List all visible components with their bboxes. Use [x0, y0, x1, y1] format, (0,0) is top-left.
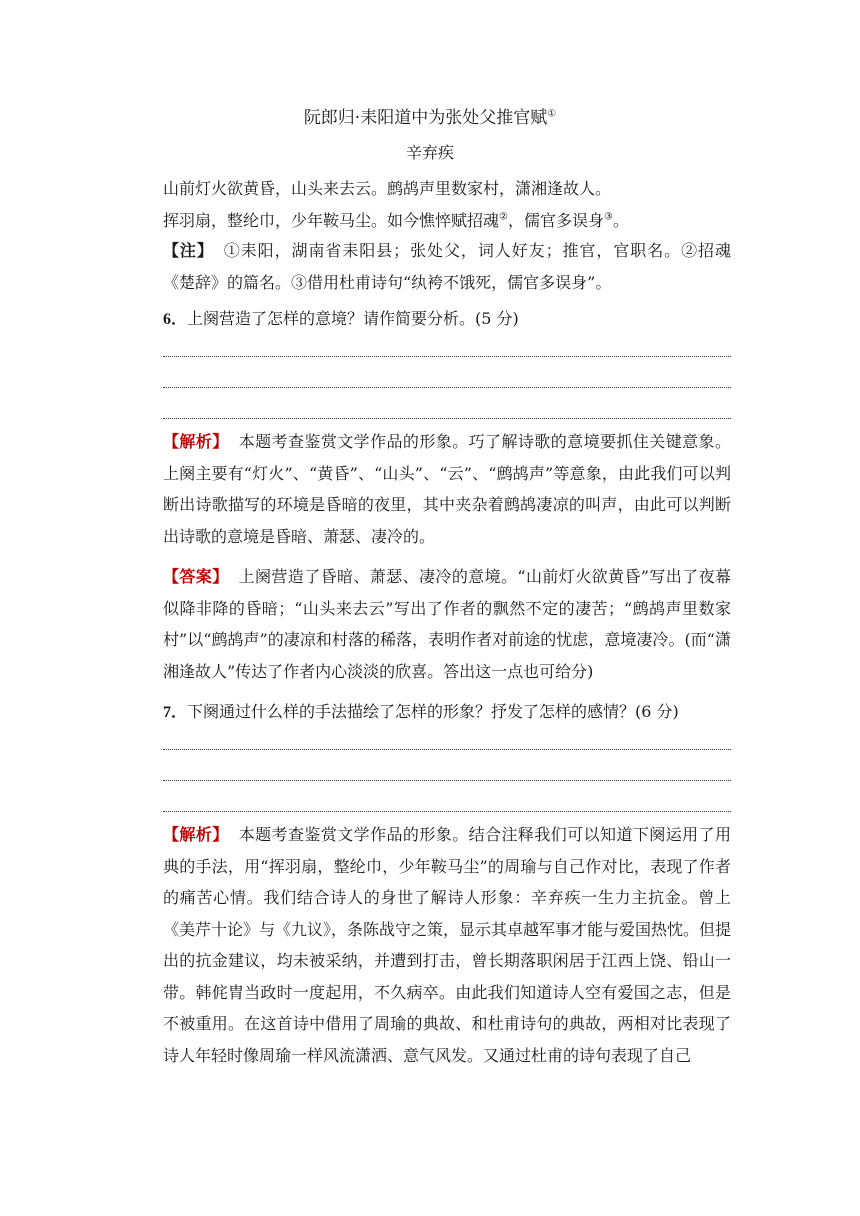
- question-6-number: 6．: [163, 311, 188, 328]
- q6-analysis-text: 本题考查鉴赏文学作品的形象。巧了解诗歌的意境要抓住关键意象。上阕主要有“灯火”、“黄昏”、“山头”、“云”、“鹧鸪声”等意象，由此我们可以判断出诗歌描写的环境是昏暗的夜里，其中夹杂着鹧鸪凄凉的叫声，由此可以判断出诗歌的意境是昏暗、萧瑟、凄冷的。: [163, 432, 731, 546]
- answer-line: [163, 387, 731, 388]
- question-7: [163, 699, 731, 722]
- title-footnote-mark: ①: [547, 108, 557, 120]
- answer-line: [163, 811, 731, 812]
- footnote-mark-2: ②: [499, 211, 508, 223]
- question-6: [163, 306, 731, 329]
- answer-line: [163, 749, 731, 750]
- q6-answer-paragraph: [163, 561, 731, 687]
- notes-paragraph: [163, 235, 731, 298]
- answer-line: [163, 356, 731, 357]
- notes-tag: 【注】: [163, 241, 214, 260]
- poem-title: 阮郎归·耒阳道中为张处父推官赋①: [303, 108, 557, 128]
- q6-analysis-paragraph: [163, 426, 731, 552]
- footnote-mark-3: ③: [604, 211, 613, 223]
- question-7-number: 7．: [163, 704, 188, 721]
- poem-line-2: 挥羽扇，整纶巾，少年鞍马尘。如今憔悴赋招魂②，儒官多误身③。: [163, 211, 629, 230]
- poem-author: 辛弃疾: [405, 143, 454, 162]
- notes-text: ①耒阳，湖南省耒阳县；张处父，词人好友；推官，官职名。②招魂《楚辞》的篇名。③借用杜甫诗句“纨袴不饿死，儒官多误身”。: [163, 241, 731, 292]
- q7-analysis-paragraph: [163, 819, 731, 1071]
- q7-analysis-text: 本题考查鉴赏文学作品的形象。结合注释我们可以知道下阕运用了用典的手法，用“挥羽扇，整纶巾，少年鞍马尘”的周瑜与自己作对比，表现了作者的痛苦心情。我们结合诗人的身世了解诗人形象：辛弃疾一生力主抗金。曾上《美芹十论》与《九议》，条陈战守之策，显示其卓越军事才能与爱国热忱。但提出的抗金建议，均未被采纳，并遭到打击，曾长期落职闲居于江西上饶、铅山一带。韩侂胄当政时一度起用，不久病卒。由此我们知道诗人空有爱国之志，但是不被重用。在这首诗中借用了周瑜的典故、和杜甫诗句的典故，两相对比表现了诗人年轻时像周瑜一样风流潇洒、意气风发。又通过杜甫的诗句表现了自己: [163, 825, 732, 1065]
- answer-line: [163, 418, 731, 419]
- q6-answer-text: 上阕营造了昏暗、萧瑟、凄冷的意境。“山前灯火欲黄昏”写出了夜幕似降非降的昏暗；“山头来去云”写出了作者的飘然不定的凄苦；“鹧鸪声里数家村”以“鹧鸪声”的凄凉和村落的稀落，表明作者对前途的忧虑，意境凄冷。(而“潇湘逢故人”传达了作者内心淡淡的欣喜。答出这一点也可给分): [163, 567, 731, 681]
- question-7-text: 下阕通过什么样的手法描绘了怎样的形象？抒发了怎样的感情？(6 分): [187, 702, 679, 721]
- analysis-tag: 【解析】: [163, 825, 229, 844]
- answer-line: [163, 780, 731, 781]
- question-6-text: 上阕营造了怎样的意境？请作简要分析。(5 分): [187, 309, 519, 328]
- analysis-tag: 【解析】: [163, 432, 229, 451]
- poem-line-1: 山前灯火欲黄昏，山头来去云。鹧鸪声里数家村，潇湘逢故人。: [163, 179, 612, 198]
- answer-tag: 【答案】: [163, 567, 229, 586]
